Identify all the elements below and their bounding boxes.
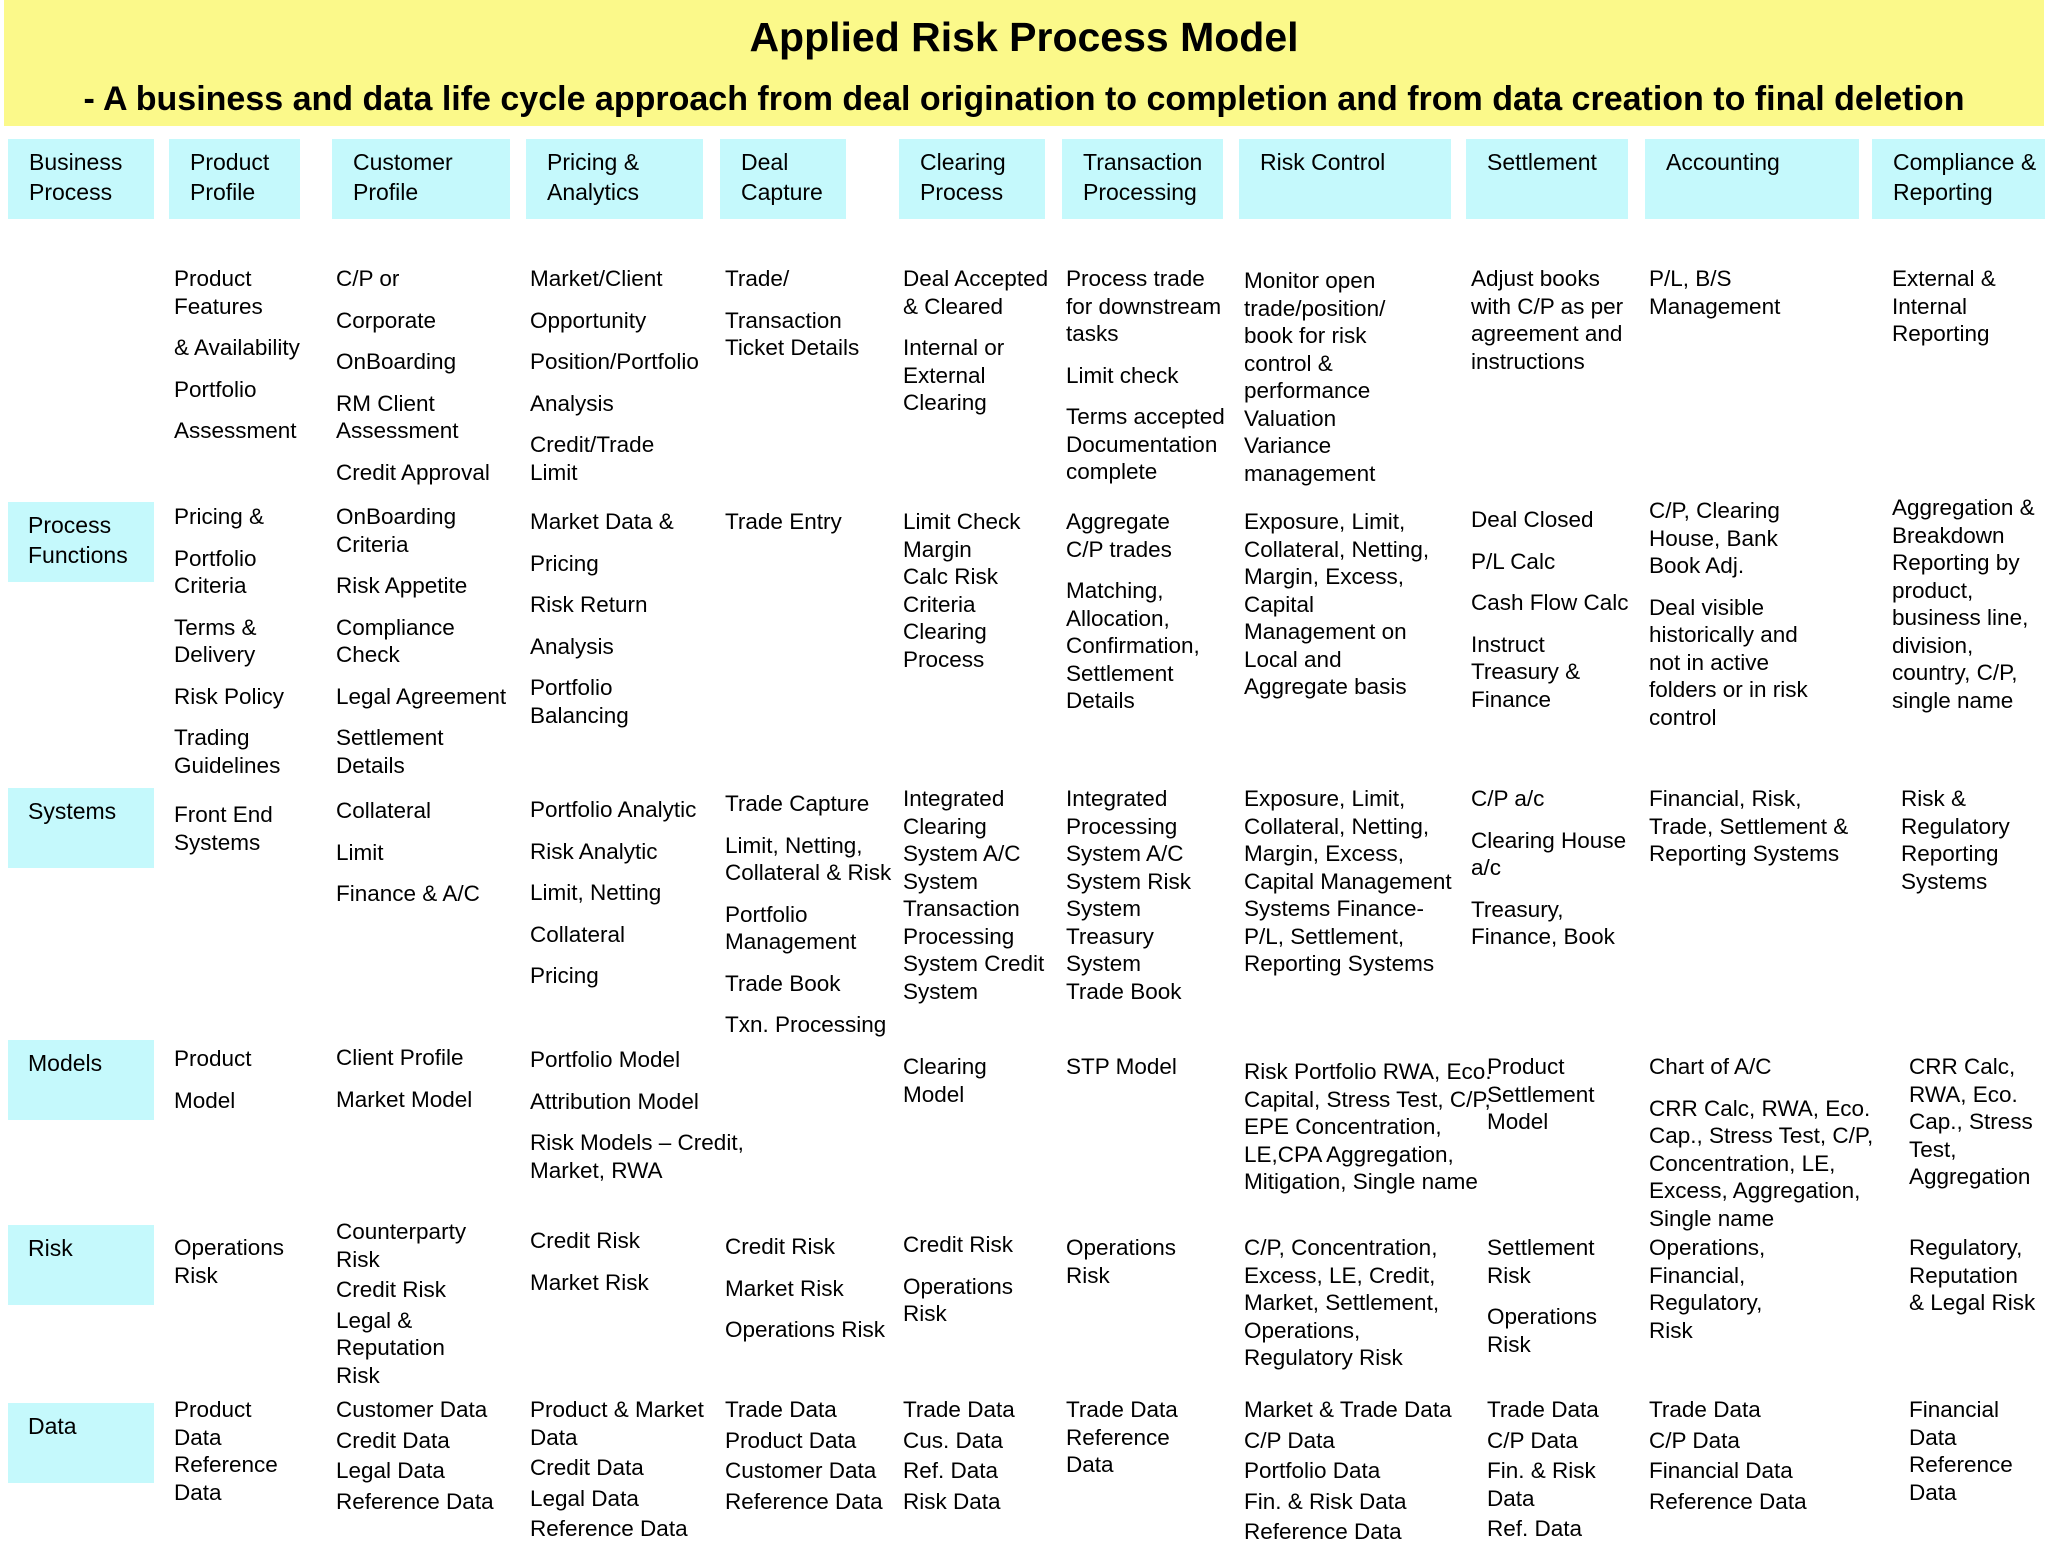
cell-risk-deal-capture xyxy=(725,1233,885,1344)
cell-line: Risk Portfolio RWA, Eco. Capital, Stress Test, C/P, EPE Concentration, LE,CPA Aggregation, Mitigation, Single name xyxy=(1244,1059,1492,1194)
cell-line: Clearing House a/c xyxy=(1471,827,1627,880)
cell-line: Analysis xyxy=(530,633,614,659)
cell-process-functions-settlement xyxy=(1471,506,1629,713)
cell-line: & Availability xyxy=(174,335,300,360)
cell-line: Portfolio Model xyxy=(530,1047,681,1072)
cell-line: Trade Entry xyxy=(725,509,842,534)
cell-line: Credit Risk xyxy=(725,1234,836,1259)
cell-business-process-pricing-analytics xyxy=(530,265,699,486)
cell-process-functions-product-profile xyxy=(174,503,284,779)
cell-line: Trading Guidelines xyxy=(174,725,281,778)
cell-models-risk-control xyxy=(1244,1058,1494,1196)
cell-line: Product xyxy=(174,1046,252,1071)
cell-line: Reference Data xyxy=(336,1488,494,1514)
cell-line: Legal & Reputation Risk xyxy=(336,1307,445,1388)
cell-line: Ref. Data xyxy=(1487,1516,1583,1541)
cell-data-clearing-process xyxy=(903,1396,1015,1515)
cell-line: Portfolio Balancing xyxy=(530,675,629,728)
column-header-deal-capture: Deal Capture xyxy=(720,139,846,219)
cell-business-process-accounting xyxy=(1649,265,1799,320)
cell-line: Credit Data xyxy=(530,1455,644,1480)
cell-line: Collateral xyxy=(336,798,432,823)
column-header-business-process: Business Process xyxy=(8,139,154,219)
cell-line: Attribution Model xyxy=(530,1088,699,1114)
row-label-systems: Systems xyxy=(8,788,154,868)
column-header-settlement: Settlement xyxy=(1466,139,1628,219)
cell-line: Clearing Model xyxy=(903,1054,987,1107)
cell-line: Trade Book xyxy=(725,970,841,996)
cell-line: Reference Data xyxy=(725,1488,883,1514)
cell-systems-deal-capture xyxy=(725,790,897,1039)
cell-line: Portfolio xyxy=(174,376,257,402)
cell-line: OnBoarding Criteria xyxy=(336,504,457,557)
cell-models-transaction-processing xyxy=(1066,1053,1177,1081)
cell-line: Portfolio Analytic xyxy=(530,797,697,822)
cell-line: Deal visible historically and not in active folders or in risk control xyxy=(1649,594,1808,730)
cell-line: Product Data xyxy=(725,1427,857,1453)
cell-line: Market/Client xyxy=(530,266,663,291)
cell-risk-clearing-process xyxy=(903,1231,1023,1328)
cell-line: Financial Data Reference Data xyxy=(1909,1397,2013,1505)
diagram-title: Applied Risk Process Model xyxy=(749,14,1299,60)
column-header-accounting: Accounting xyxy=(1645,139,1859,219)
cell-line: Market Risk xyxy=(530,1269,649,1295)
cell-line: Customer Data xyxy=(725,1458,877,1483)
cell-line: Legal Data xyxy=(336,1458,445,1483)
cell-business-process-product-profile xyxy=(174,265,304,445)
cell-line: Financial, Risk, Trade, Settlement & Reporting Systems xyxy=(1649,786,1849,866)
cell-line: Settlement Risk xyxy=(1487,1235,1595,1288)
cell-business-process-compliance-reporting xyxy=(1892,265,2012,348)
cell-line: Risk Appetite xyxy=(336,573,468,598)
cell-line: Internal or External Clearing xyxy=(903,335,1005,415)
cell-line: Analysis xyxy=(530,390,614,416)
cell-line: Trade Data xyxy=(1487,1397,1599,1422)
cell-business-process-deal-capture xyxy=(725,265,875,362)
cell-line: Matching, Allocation, Confirmation, Settlement Details xyxy=(1066,578,1200,713)
cell-line: Pricing xyxy=(530,963,599,988)
cell-models-settlement xyxy=(1487,1053,1617,1136)
cell-line: Credit/Trade Limit xyxy=(530,432,655,485)
cell-systems-customer-profile xyxy=(336,797,480,908)
cell-line: C/P, Concentration, Excess, LE, Credit, Market, Settlement, Operations, Regulatory Risk xyxy=(1244,1235,1440,1370)
cell-risk-pricing-analytics xyxy=(530,1227,649,1296)
cell-line: Assessment xyxy=(174,418,297,443)
cell-systems-risk-control xyxy=(1244,785,1459,978)
cell-line: Finance & A/C xyxy=(336,881,480,906)
cell-line: Treasury, Finance, Book xyxy=(1471,896,1615,949)
column-header-product-profile: Product Profile xyxy=(169,139,300,219)
cell-line: Exposure, Limit, Collateral, Netting, Margin, Excess, Capital Management on Local and Aggregate basis xyxy=(1244,509,1430,699)
cell-line: Terms accepted Documentation complete xyxy=(1066,404,1225,484)
cell-data-accounting xyxy=(1649,1396,1807,1515)
cell-business-process-transaction-processing xyxy=(1066,265,1236,486)
cell-line: Limit Check Margin Calc Risk Criteria Clearing Process xyxy=(903,509,1021,672)
cell-line: Deal Accepted & Cleared xyxy=(903,266,1049,319)
cell-line: Monitor open trade/position/ book for risk control & performance Valuation Variance management xyxy=(1244,268,1386,486)
cell-line: Risk Return xyxy=(530,592,648,617)
cell-line: P/L Calc xyxy=(1471,548,1556,574)
cell-line: Limit, Netting, Collateral & Risk xyxy=(725,832,892,885)
cell-risk-product-profile xyxy=(174,1234,294,1289)
cell-data-transaction-processing xyxy=(1066,1396,1196,1479)
cell-line: C/P or xyxy=(336,266,400,291)
cell-line: Trade Data xyxy=(903,1397,1015,1422)
cell-line: Risk Policy xyxy=(174,683,285,709)
cell-line: Financial Data xyxy=(1649,1458,1793,1483)
cell-process-functions-transaction-processing xyxy=(1066,508,1206,715)
cell-risk-transaction-processing xyxy=(1066,1234,1196,1289)
row-label-risk: Risk xyxy=(8,1225,154,1305)
cell-line: Process trade for downstream tasks xyxy=(1066,266,1222,346)
cell-line: Credit Risk xyxy=(336,1277,447,1302)
cell-data-risk-control xyxy=(1244,1396,1452,1546)
cell-line: Fin. & Risk Data xyxy=(1487,1458,1596,1511)
diagram-subtitle: - A business and data life cycle approach from deal origination to completion and from data creation to final deletion xyxy=(83,80,1965,118)
cell-line: Trade/ xyxy=(725,266,790,291)
cell-line: Trade Data xyxy=(725,1397,837,1422)
cell-line: External & Internal Reporting xyxy=(1892,266,1996,346)
cell-line: Operations Risk xyxy=(1487,1304,1598,1357)
cell-line: Limit, Netting xyxy=(530,880,662,905)
cell-line: Operations Risk xyxy=(725,1317,886,1342)
cell-systems-product-profile xyxy=(174,801,284,856)
cell-process-functions-pricing-analytics xyxy=(530,508,674,729)
cell-business-process-risk-control xyxy=(1244,267,1404,487)
cell-models-customer-profile xyxy=(336,1044,472,1113)
cell-line: Portfolio Criteria xyxy=(174,545,257,598)
cell-line: Reference Data xyxy=(1649,1488,1807,1514)
cell-line: C/P, Clearing House, Bank Book Adj. xyxy=(1649,498,1780,578)
cell-line: Collateral xyxy=(530,921,626,947)
cell-line: Legal Data xyxy=(530,1485,639,1511)
cell-risk-customer-profile xyxy=(336,1218,476,1389)
row-label-line: Process xyxy=(28,512,112,538)
cell-line: Credit Risk xyxy=(903,1232,1014,1257)
cell-line: Compliance Check xyxy=(336,614,455,667)
cell-line: Cash Flow Calc xyxy=(1471,590,1629,615)
cell-line: Exposure, Limit, Collateral, Netting, Margin, Excess, Capital Management Systems Finance-P/L, Settlement, Reporting Systems xyxy=(1244,786,1452,976)
cell-data-compliance-reporting xyxy=(1909,1396,2019,1506)
cell-line: Instruct Treasury & Finance xyxy=(1471,631,1581,712)
cell-line: Reference Data xyxy=(530,1516,688,1541)
column-header-risk-control: Risk Control xyxy=(1239,139,1451,219)
cell-line: Portfolio Data xyxy=(1244,1458,1381,1483)
cell-line: Client Profile xyxy=(336,1045,464,1070)
cell-models-compliance-reporting xyxy=(1909,1053,2039,1191)
cell-line: OnBoarding xyxy=(336,349,457,374)
cell-line: Limit check xyxy=(1066,362,1179,388)
cell-line: Risk & Regulatory Reporting Systems xyxy=(1901,786,2010,894)
cell-line: Settlement Details xyxy=(336,725,444,778)
cell-process-functions-clearing-process xyxy=(903,508,1023,673)
cell-line: C/P a/c xyxy=(1471,786,1545,811)
cell-line: Product Data Reference Data xyxy=(174,1397,278,1505)
cell-line: Trade Data Reference Data xyxy=(1066,1397,1178,1477)
cell-data-pricing-analytics xyxy=(530,1396,720,1543)
cell-data-deal-capture xyxy=(725,1396,883,1515)
cell-line: Txn. Processing xyxy=(725,1012,887,1037)
cell-line: Credit Risk xyxy=(530,1228,641,1253)
row-label-models: Models xyxy=(8,1040,154,1120)
cell-line: Product Settlement Model xyxy=(1487,1054,1595,1134)
cell-line: Market Risk xyxy=(725,1275,844,1301)
cell-line: Adjust books with C/P as per agreement and instructions xyxy=(1471,266,1624,374)
cell-line: Market Model xyxy=(336,1086,473,1112)
cell-line: CRR Calc, RWA, Eco. Cap., Stress Test, Aggregation xyxy=(1909,1054,2033,1189)
cell-process-functions-risk-control xyxy=(1244,508,1439,701)
title-banner xyxy=(4,0,2044,126)
cell-line: Legal Agreement xyxy=(336,683,507,709)
cell-line: Trade Capture xyxy=(725,791,870,816)
cell-line: Counterparty Risk xyxy=(336,1219,467,1272)
cell-risk-settlement xyxy=(1487,1234,1607,1358)
cell-data-product-profile xyxy=(174,1396,284,1506)
cell-line: Market Data & xyxy=(530,509,674,534)
cell-line: Product & Market Data xyxy=(530,1397,704,1450)
cell-models-accounting xyxy=(1649,1053,1884,1232)
cell-systems-pricing-analytics xyxy=(530,796,696,990)
cell-line: Pricing & xyxy=(174,504,265,529)
cell-business-process-clearing-process xyxy=(903,265,1063,417)
cell-line: Risk Data xyxy=(903,1488,1001,1514)
column-header-transaction-processing: Transaction Processing xyxy=(1062,139,1223,219)
cell-risk-accounting xyxy=(1649,1234,1779,1344)
cell-line: Aggregation & Breakdown Reporting by product, business line, division, country, C/P, single name xyxy=(1892,495,2035,713)
cell-models-pricing-analytics xyxy=(530,1046,750,1184)
cell-systems-compliance-reporting xyxy=(1901,785,2031,895)
cell-line: Corporate xyxy=(336,307,437,333)
cell-line: Product Features xyxy=(174,266,263,319)
cell-line: Model xyxy=(174,1087,236,1113)
cell-line: Credit Data xyxy=(336,1427,450,1453)
cell-line: Portfolio Management xyxy=(725,901,857,954)
column-header-pricing-analytics: Pricing & Analytics xyxy=(526,139,703,219)
cell-business-process-customer-profile xyxy=(336,265,490,486)
cell-models-clearing-process xyxy=(903,1053,1013,1108)
cell-line: Customer Data xyxy=(336,1397,488,1422)
cell-line: P/L, B/S Management xyxy=(1649,266,1781,319)
cell-line: Regulatory, Reputation & Legal Risk xyxy=(1909,1235,2036,1315)
column-header-customer-profile: Customer Profile xyxy=(332,139,510,219)
cell-business-process-settlement xyxy=(1471,265,1641,375)
cell-line: Operations Risk xyxy=(903,1273,1014,1326)
cell-line: Transaction Ticket Details xyxy=(725,307,860,360)
cell-line: Cus. Data xyxy=(903,1427,1004,1453)
cell-line: Pricing xyxy=(530,550,599,576)
row-label-process-functions xyxy=(8,502,154,582)
cell-line: Ref. Data xyxy=(903,1458,999,1483)
cell-data-settlement xyxy=(1487,1396,1607,1543)
cell-systems-clearing-process xyxy=(903,785,1053,1005)
cell-line: Reference Data xyxy=(1244,1519,1402,1544)
cell-process-functions-compliance-reporting xyxy=(1892,494,2042,714)
row-label-line: Functions xyxy=(28,542,128,568)
cell-models-product-profile xyxy=(174,1045,252,1114)
cell-line: Aggregate C/P trades xyxy=(1066,509,1172,562)
cell-line: Credit Approval xyxy=(336,459,490,485)
cell-line: Fin. & Risk Data xyxy=(1244,1488,1407,1514)
cell-line: Operations Risk xyxy=(1066,1235,1177,1288)
cell-line: STP Model xyxy=(1066,1054,1177,1079)
column-header-compliance-reporting: Compliance & Reporting xyxy=(1872,139,2045,219)
column-header-clearing-process: Clearing Process xyxy=(899,139,1045,219)
cell-line: Opportunity xyxy=(530,307,647,333)
cell-data-customer-profile xyxy=(336,1396,494,1515)
cell-process-functions-deal-capture xyxy=(725,508,842,536)
cell-line: Risk Models – Credit, Market, RWA xyxy=(530,1130,744,1183)
cell-line: Deal Closed xyxy=(1471,507,1594,532)
cell-line: Trade Data xyxy=(1649,1397,1761,1422)
cell-process-functions-accounting xyxy=(1649,497,1824,731)
cell-systems-settlement xyxy=(1471,785,1649,951)
cell-risk-compliance-reporting xyxy=(1909,1234,2039,1317)
cell-line: RM Client Assessment xyxy=(336,390,459,443)
cell-line: Operations Risk xyxy=(174,1235,285,1288)
cell-process-functions-customer-profile xyxy=(336,503,506,779)
cell-line: CRR Calc, RWA, Eco. Cap., Stress Test, C/P, Concentration, LE, Excess, Aggregation, Single name xyxy=(1649,1095,1874,1231)
cell-systems-accounting xyxy=(1649,785,1849,868)
cell-risk-risk-control xyxy=(1244,1234,1459,1372)
cell-line: Risk Analytic xyxy=(530,838,658,864)
cell-line: C/P Data xyxy=(1487,1427,1578,1453)
cell-line: Integrated Clearing System A/C System Transaction Processing System Credit System xyxy=(903,786,1045,1004)
cell-line: Market & Trade Data xyxy=(1244,1397,1452,1422)
cell-line: C/P Data xyxy=(1649,1427,1740,1453)
cell-line: Operations, Financial, Regulatory, Risk xyxy=(1649,1235,1766,1343)
cell-line: Chart of A/C xyxy=(1649,1054,1772,1079)
row-label-data: Data xyxy=(8,1403,154,1483)
cell-systems-transaction-processing xyxy=(1066,785,1196,1005)
cell-line: Position/Portfolio xyxy=(530,349,699,374)
cell-line: Limit xyxy=(336,839,384,865)
cell-line: Front End Systems xyxy=(174,802,273,855)
cell-line: Integrated Processing System A/C System Risk System Treasury System Trade Book xyxy=(1066,786,1192,1004)
cell-line: C/P Data xyxy=(1244,1427,1335,1453)
cell-line: Terms & Delivery xyxy=(174,614,257,667)
